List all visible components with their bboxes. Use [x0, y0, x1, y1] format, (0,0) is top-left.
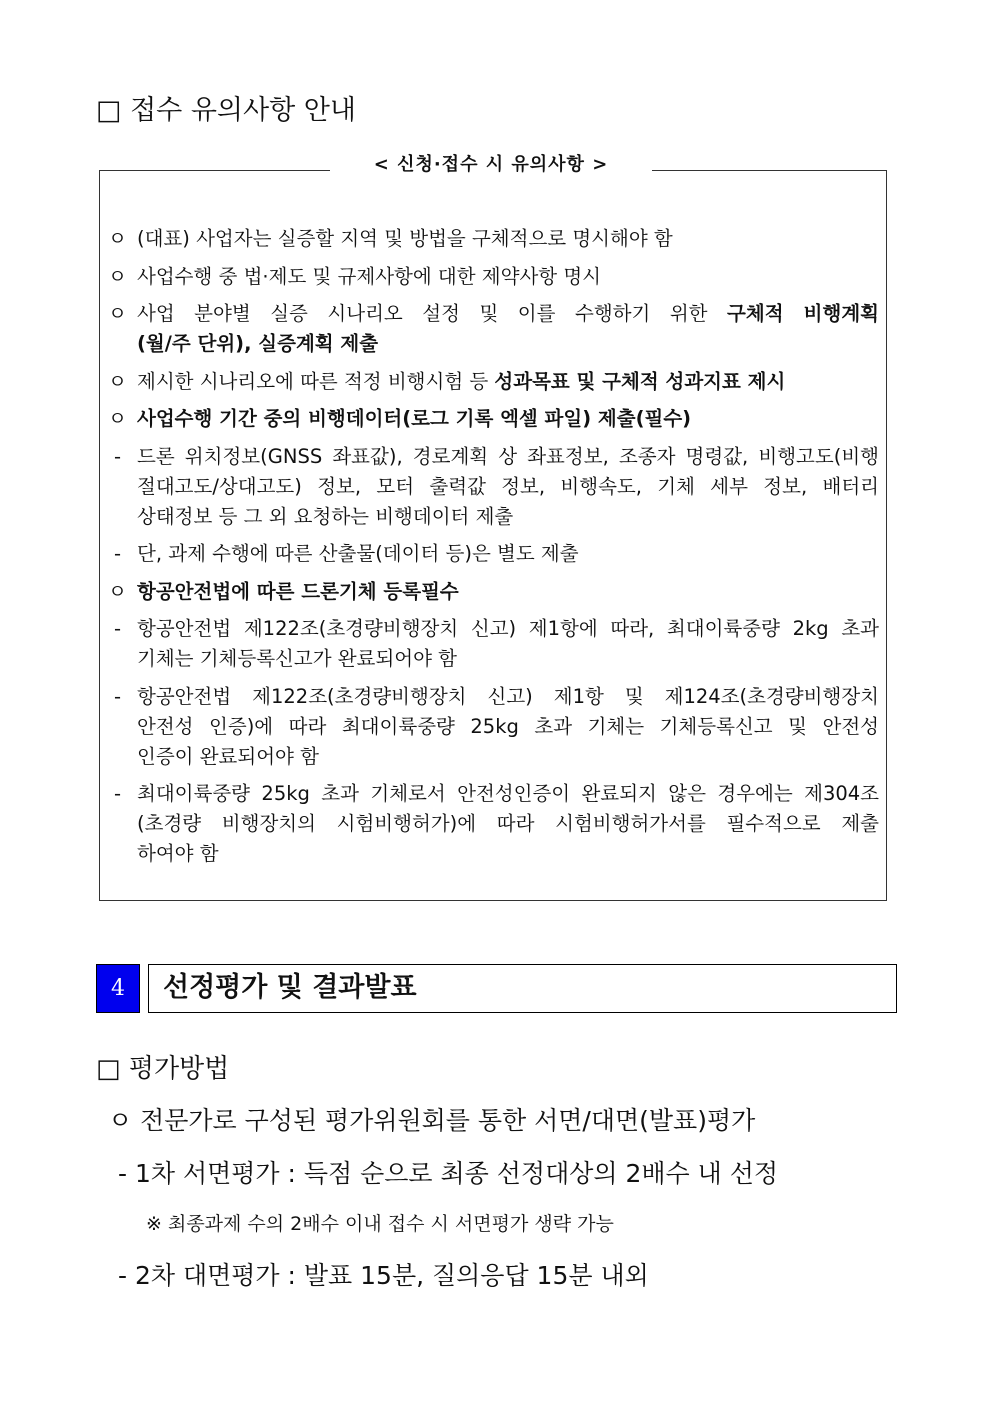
notice-item-6-line3: 상태정보 등 그 외 요청하는 비행데이터 제출 — [137, 505, 514, 528]
bullet-marker: ㅇ — [108, 227, 127, 250]
notice-item-7: 단, 과제 수행에 따른 산출물(데이터 등)은 별도 제출 — [137, 542, 579, 565]
dash-marker: - — [114, 542, 122, 565]
notice-item-11-line3: 하여야 함 — [137, 842, 219, 865]
bullet-marker: ㅇ — [108, 302, 127, 325]
evaluation-note: ※ 최종과제 수의 2배수 이내 접수 시 서면평가 생략 가능 — [146, 1213, 614, 1235]
bullet-marker: ㅇ — [108, 370, 127, 393]
dash-marker: - — [114, 617, 122, 640]
dash-marker: - — [114, 445, 122, 468]
notice-item-10-line1: 항공안전법 제122조(초경량비행장치 신고) 제1항 및 제124조(초경량비행장치 — [137, 685, 879, 708]
notice-item-4 — [137, 367, 879, 397]
notice-item-3-line1 — [137, 299, 879, 329]
notice-item-6-line2: 절대고도/상대고도) 정보, 모터 출력값 정보, 비행속도, 기체 세부 정보, 배터리 — [137, 475, 879, 498]
notice-box-title: < 신청·접수 시 유의사항 > — [330, 150, 652, 176]
section-title: 선정평가 및 결과발표 — [148, 964, 897, 1013]
bullet-marker: ㅇ — [108, 407, 127, 430]
notice-item-9-line1: 항공안전법 제122조(초경량비행장치 신고) 제1항에 따라, 최대이륙중량 2kg 초과 — [137, 617, 879, 640]
section-number-badge: 4 — [96, 964, 140, 1013]
dash-marker: - — [114, 685, 122, 708]
notice-item-3-line2 — [137, 329, 879, 359]
notice-item-2: 사업수행 중 법·제도 및 규제사항에 대한 제약사항 명시 — [137, 265, 602, 288]
bullet-marker: ㅇ — [108, 580, 127, 603]
notice-item-3-bold: 구체적 비행계획 — [727, 302, 879, 325]
notice-item-11-line1: 최대이륙중량 25kg 초과 기체로서 안전성인증이 완료되지 않은 경우에는 제304조 — [137, 782, 879, 805]
notice-item-8: 항공안전법에 따른 드론기체 등록필수 — [137, 580, 459, 603]
notice-item-3-bold-2: (월/주 단위), 실증계획 제출 — [137, 332, 379, 355]
notice-item-4-text: 제시한 시나리오에 따른 적정 비행시험 등 — [137, 370, 495, 393]
heading-notice: □ 접수 유의사항 안내 — [96, 95, 356, 126]
notice-item-6-line1: 드론 위치정보(GNSS 좌표값), 경로계획 상 좌표정보, 조종자 명령값, 비행고도(비행 — [137, 445, 879, 468]
notice-item-3-text: 사업 분야별 실증 시나리오 설정 및 이를 수행하기 위한 — [137, 302, 728, 325]
bullet-marker: ㅇ — [108, 265, 127, 288]
notice-item-11-line2: (초경량 비행장치의 시험비행허가)에 따라 시험비행허가서를 필수적으로 제출 — [137, 812, 879, 835]
notice-item-5: 사업수행 기간 중의 비행데이터(로그 기록 엑셀 파일) 제출(필수) — [137, 407, 692, 430]
notice-item-4-bold: 성과목표 및 구체적 성과지표 제시 — [494, 370, 786, 393]
notice-item-9-line2: 기체는 기체등록신고가 완료되어야 함 — [137, 647, 457, 670]
notice-item-1: (대표) 사업자는 실증할 지역 및 방법을 구체적으로 명시해야 함 — [137, 227, 673, 250]
notice-item-10-line2: 안전성 인증)에 따라 최대이륙중량 25kg 초과 기체는 기체등록신고 및 안전성 — [137, 715, 879, 738]
dash-marker: - — [114, 782, 122, 805]
evaluation-step-1: - 1차 서면평가 : 득점 순으로 최종 선정대상의 2배수 내 선정 — [118, 1159, 779, 1188]
evaluation-step-2: - 2차 대면평가 : 발표 15분, 질의응답 15분 내외 — [118, 1261, 649, 1290]
notice-item-10-line3: 인증이 완료되어야 함 — [137, 745, 319, 768]
evaluation-bullet: ㅇ 전문가로 구성된 평가위원회를 통한 서면/대면(발표)평가 — [108, 1106, 756, 1135]
evaluation-heading: □ 평가방법 — [96, 1054, 230, 1084]
